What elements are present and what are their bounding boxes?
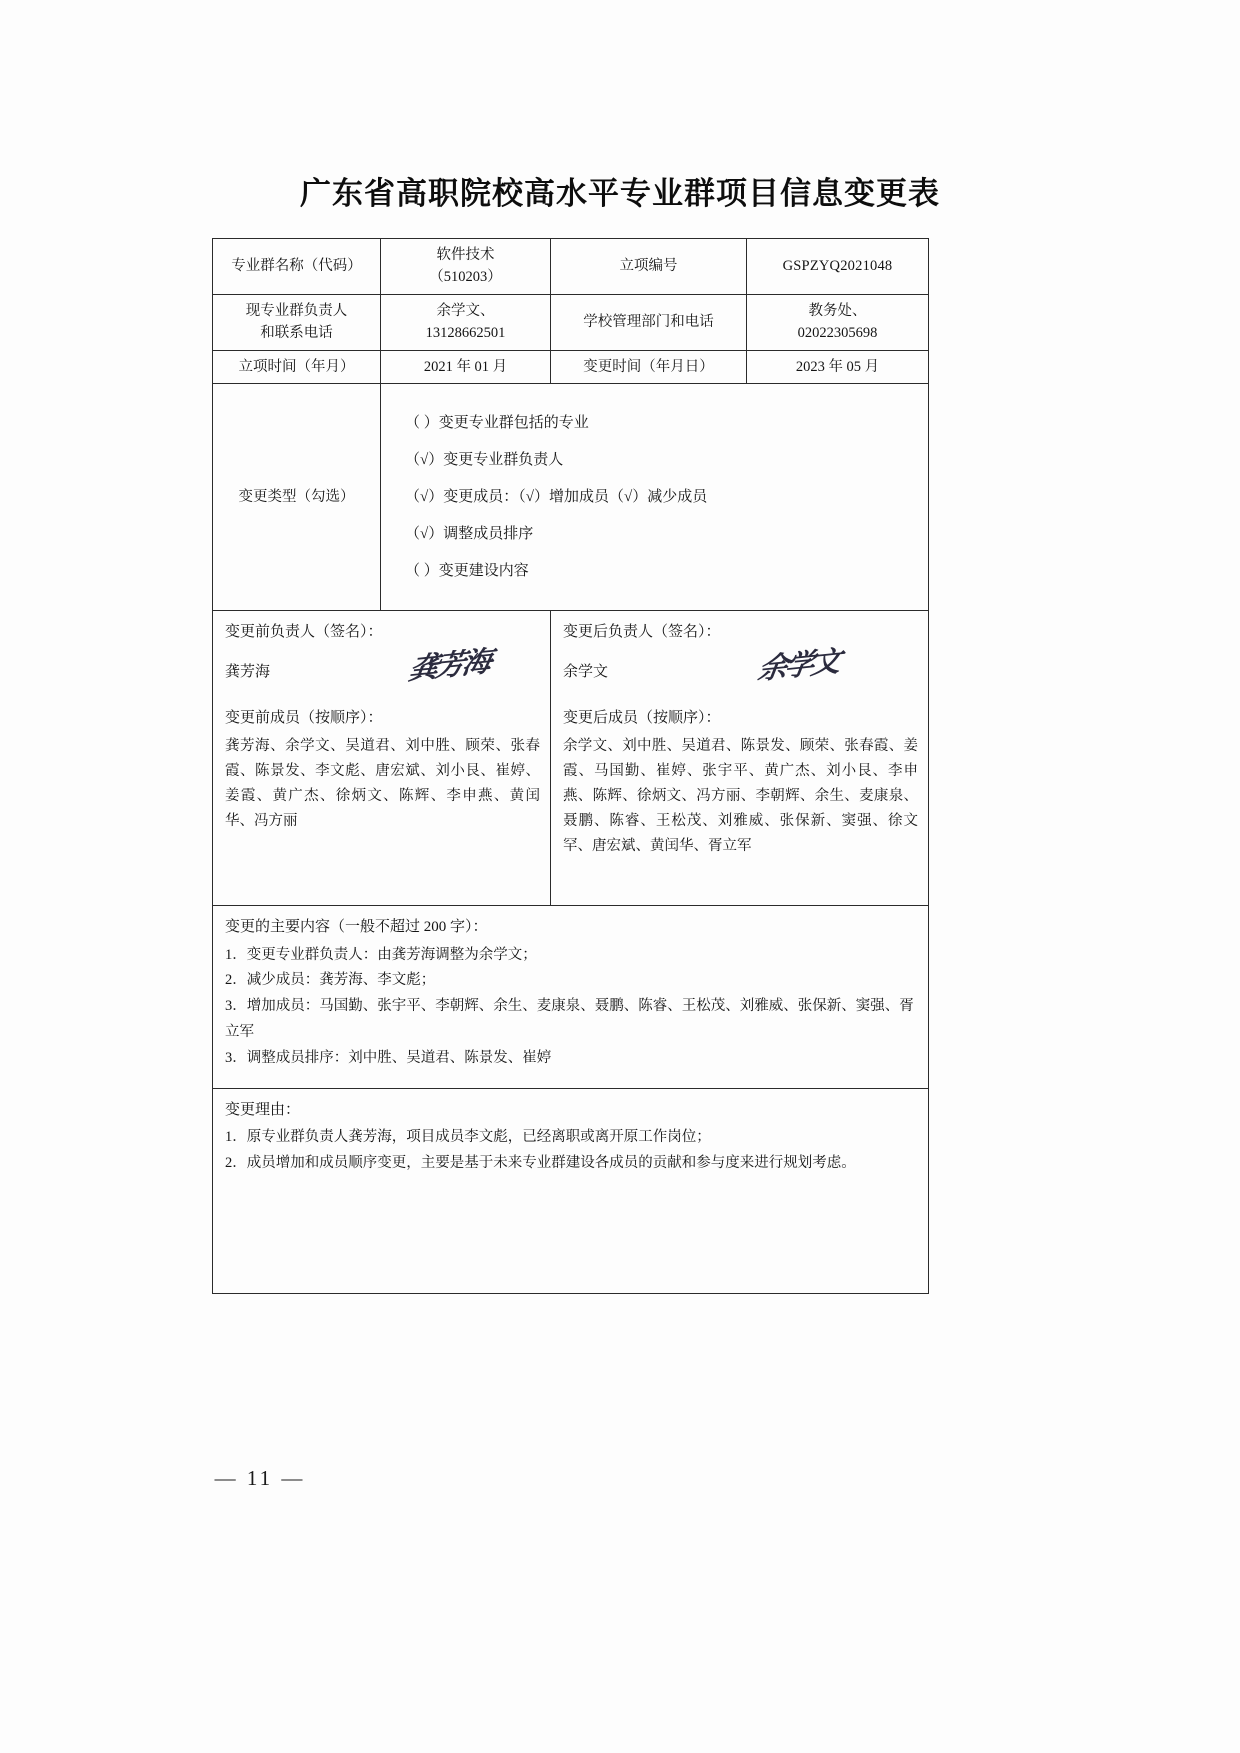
- change-type-option[interactable]: （√）调整成员排序: [405, 526, 534, 543]
- group-name-value: [381, 239, 551, 295]
- main-content-block: [213, 906, 929, 1088]
- table-row: [213, 350, 929, 383]
- reason-line: 1．原专业群负责人龚芳海，项目成员李文彪，已经离职或离开原工作岗位；: [225, 1128, 711, 1145]
- table-row: [213, 239, 929, 295]
- project-no-label: 立项编号: [551, 239, 747, 295]
- change-type-option[interactable]: （√）变更专业群负责人: [405, 452, 564, 469]
- dept-label: 学校管理部门和电话: [551, 294, 747, 350]
- after-signature-image: 余学文: [755, 643, 841, 686]
- change-type-option[interactable]: （ ）变更建设内容: [405, 563, 529, 580]
- before-change-block: [213, 611, 551, 906]
- leader-value-line2: 13128662501: [425, 325, 506, 342]
- dept-value: [747, 294, 929, 350]
- project-no-value: GSPZYQ2021048: [747, 239, 929, 295]
- group-name-label: 专业群名称（代码）: [213, 239, 381, 295]
- table-row: [213, 294, 929, 350]
- before-members-label: 变更前成员（按顺序）：: [225, 709, 383, 726]
- change-type-label: 变更类型（勾选）: [213, 384, 381, 611]
- leader-value: [381, 294, 551, 350]
- after-leader-name: 余学文: [563, 663, 609, 680]
- after-signature-row: [563, 643, 918, 701]
- change-time-label: 变更时间（年月日）: [551, 350, 747, 383]
- before-members-text: 龚芳海、余学文、吴道君、刘中胜、顾荣、张春霞、陈景发、李文彪、唐宏斌、刘小艮、崔婷、姜霞、黄广杰、徐炳文、陈辉、李申燕、黄闰华、冯方丽: [225, 737, 540, 829]
- reason-line: 2．成员增加和成员顺序变更，主要是基于未来专业群建设各成员的贡献和参与度来进行规划考虑。: [225, 1154, 856, 1171]
- main-content-line: 2．减少成员：龚芳海、李文彪；: [225, 972, 436, 989]
- change-type-option[interactable]: （√）变更成员：（√）增加成员（√）减少成员: [405, 489, 708, 506]
- change-type-options: [381, 384, 929, 611]
- dept-value-line1: 教务处、: [808, 302, 867, 319]
- leader-label-line2: 和联系电话: [260, 325, 333, 342]
- main-content-line: 3．增加成员：马国勤、张宇平、李朝辉、余生、麦康泉、聂鹏、陈睿、王松茂、刘雅威、张保新、窦强、胥立军: [225, 998, 914, 1040]
- group-name-value-line2: （510203）: [429, 269, 502, 286]
- leader-label-line1: 现专业群负责人: [245, 302, 348, 319]
- reason-block: [213, 1088, 929, 1293]
- group-name-value-line1: 软件技术: [436, 247, 495, 263]
- before-signature-image: 龚芳海: [406, 643, 492, 686]
- start-time-value: 2021 年 01 月: [381, 350, 551, 383]
- change-time-value: 2023 年 05 月: [747, 350, 929, 383]
- page-number: [0, 1466, 1240, 1491]
- after-change-block: [551, 611, 929, 906]
- main-content-title: 变更的主要内容（一般不超过 200 字）：: [225, 919, 488, 936]
- reason-title: 变更理由：: [225, 1101, 301, 1118]
- after-members-text: 余学文、刘中胜、吴道君、陈景发、顾荣、张春霞、姜霞、马国勤、崔婷、张宇平、黄广杰、刘小艮、李申燕、陈辉、徐炳文、冯方丽、李朝辉、余生、麦康泉、聂鹏、陈睿、王松茂、刘雅威、张保新、窦强、徐文罕、唐宏斌、黄闰华、胥立军: [563, 737, 918, 854]
- before-signature-row: [225, 643, 540, 701]
- signature-row: [213, 611, 929, 906]
- before-leader-name: 龚芳海: [225, 663, 271, 680]
- after-members-label: 变更后成员（按顺序）：: [563, 709, 721, 726]
- change-type-row: [213, 384, 929, 611]
- after-leader-label: 变更后负责人（签名）：: [563, 624, 721, 641]
- dept-value-line2: 02022305698: [797, 325, 878, 342]
- start-time-label: 立项时间（年月）: [213, 350, 381, 383]
- leader-label: [213, 294, 381, 350]
- main-content-line: 3．调整成员排序：刘中胜、吴道君、陈景发、崔婷: [225, 1049, 552, 1066]
- change-type-option[interactable]: （ ）变更专业群包括的专业: [405, 415, 589, 432]
- leader-value-line1: 余学文、: [436, 302, 495, 319]
- reason-row: [213, 1088, 929, 1293]
- main-content-row: [213, 906, 929, 1088]
- main-content-line: 1．变更专业群负责人：由龚芳海调整为余学文；: [225, 946, 537, 963]
- change-form-table: [212, 238, 929, 1294]
- before-leader-label: 变更前负责人（签名）：: [225, 624, 383, 641]
- page-title: 广东省高职院校高水平专业群项目信息变更表: [300, 176, 940, 212]
- page-number-text: — 11 —: [214, 1466, 306, 1490]
